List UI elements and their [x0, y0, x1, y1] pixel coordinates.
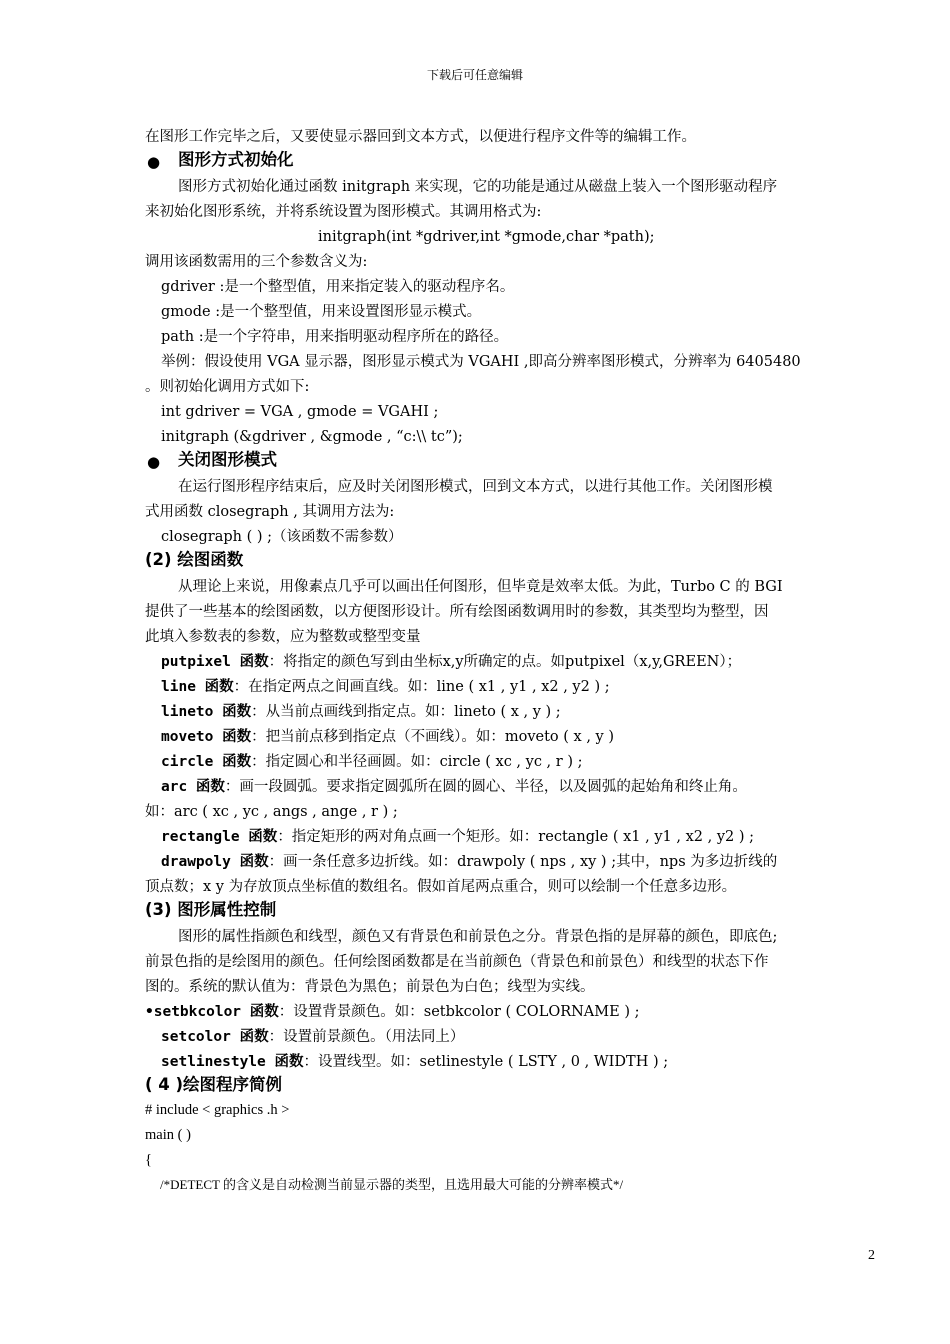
function-desc: ：设置线型。如：setlinestyle ( LSTY , 0 , WIDTH ) ; [303, 1054, 669, 1070]
function-desc: ：画一条任意多边折线。如：drawpoly ( nps , xy ) ;其中，nps 为多边折线的 [268, 854, 778, 870]
body-line: 前景色指的是绘图用的颜色。任何绘图函数都是在当前颜色（背景色和前景色）和线型的状态下作 [145, 954, 769, 970]
code-line: # include < graphics .h > [145, 1102, 290, 1118]
body-line: path :是一个字符串，用来指明驱动程序所在的路径。 [161, 329, 509, 345]
function-item [161, 653, 741, 671]
body-line: 举例：假设使用 VGA 显示器，图形显示模式为 VGAHI ,即高分辨率图形模式，分辨率为 6405480 [161, 354, 801, 370]
section-heading: (3) 图形属性控制 [145, 900, 277, 919]
page-header: 下载后可任意编辑 [426, 68, 523, 82]
section-heading: ( 4 )绘图程序简例 [145, 1075, 283, 1094]
body-line: 。则初始化调用方式如下: [145, 379, 310, 395]
body-line: 图的。系统的默认值为：背景色为黑色；前景色为白色；线型为实线。 [145, 979, 595, 995]
body-line: gdriver :是一个整型值，用来指定装入的驱动程序名。 [161, 279, 515, 295]
body-line: 式用函数 closegraph , 其调用方法为: [145, 504, 395, 520]
function-desc: ：在指定两点之间画直线。如：line ( x1 , y1 , x2 , y2 ) ; [233, 679, 610, 695]
function-desc: ：把当前点移到指定点（不画线）。如：moveto ( x , y ) [251, 729, 615, 745]
function-name: •setbkcolor 函数 [145, 1004, 279, 1020]
code-line: { [145, 1152, 152, 1168]
function-item [145, 1003, 639, 1021]
function-name: moveto 函数 [161, 729, 252, 745]
function-name: arc 函数 [161, 779, 225, 795]
function-item [161, 728, 614, 746]
function-desc: ：将指定的颜色写到由坐标x,y所确定的点。如putpixel（x,y,GREEN）； [268, 654, 742, 670]
function-item [161, 703, 561, 721]
function-item [161, 1053, 668, 1071]
function-name: circle 函数 [161, 754, 252, 770]
function-item [161, 853, 777, 871]
bullet-icon: ● [147, 153, 161, 171]
section-heading: 关闭图形模式 [178, 450, 277, 469]
function-item [161, 778, 747, 796]
function-name: rectangle 函数 [161, 829, 278, 845]
body-line: 顶点数；x y 为存放顶点坐标值的数组名。假如首尾两点重合，则可以绘制一个任意多边形。 [145, 879, 737, 895]
body-line: 如：arc ( xc , yc , angs , ange , r ) ; [145, 804, 398, 820]
function-name: drawpoly 函数 [161, 854, 269, 870]
function-desc: ：指定圆心和半径画圆。如：circle ( xc , yc , r ) ; [251, 754, 583, 770]
body-line: 此填入参数表的参数，应为整数或整型变量 [145, 629, 421, 645]
function-name: lineto 函数 [161, 704, 252, 720]
function-desc: ：设置背景颜色。如：setbkcolor ( COLORNAME ) ; [278, 1004, 640, 1020]
function-desc: ：设置前景颜色。（用法同上） [268, 1029, 465, 1045]
function-item [161, 678, 610, 696]
code-line: closegraph ( ) ;（该函数不需参数） [161, 529, 403, 545]
code-comment: /*DETECT 的含义是自动检测当前显示器的类型，且选用最大可能的分辨率模式*/ [160, 1177, 624, 1192]
code-line: initgraph (&gdriver , &gmode , “c:\\ tc”); [161, 429, 463, 445]
function-name: setcolor 函数 [161, 1029, 269, 1045]
function-desc: ：从当前点画线到指定点。如：lineto ( x , y ) ; [251, 704, 561, 720]
code-line: int gdriver = VGA , gmode = VGAHI ; [161, 404, 439, 420]
function-name: line 函数 [161, 679, 234, 695]
body-line: 从理论上来说，用像素点几乎可以画出任何图形，但毕竟是效率太低。为此，Turbo C 的 BGI [178, 579, 783, 595]
body-line: gmode :是一个整型值，用来设置图形显示模式。 [161, 304, 482, 320]
function-name: setlinestyle 函数 [161, 1054, 304, 1070]
function-item [161, 828, 754, 846]
body-line: 图形方式初始化通过函数 initgraph 来实现，它的功能是通过从磁盘上装入一个图形驱动程序 [178, 179, 778, 195]
function-item [161, 753, 582, 771]
body-line: 图形的属性指颜色和线型，颜色又有背景色和前景色之分。背景色指的是屏幕的颜色，即底色; [178, 929, 778, 945]
body-line: 来初始化图形系统，并将系统设置为图形模式。其调用格式为: [145, 204, 542, 220]
code-line: main ( ) [145, 1127, 191, 1143]
function-desc: ：指定矩形的两对角点画一个矩形。如：rectangle ( x1 , y1 , x2 , y2 ) ; [277, 829, 755, 845]
function-desc: ：画一段圆弧。要求指定圆弧所在圆的圆心、半径，以及圆弧的起始角和终止角。 [224, 779, 747, 795]
function-item [161, 1028, 464, 1046]
section-heading: 图形方式初始化 [178, 150, 294, 169]
body-line: 调用该函数需用的三个参数含义为: [145, 254, 368, 270]
body-line: 在图形工作完毕之后，又要使显示器回到文本方式，以便进行程序文件等的编辑工作。 [145, 129, 696, 145]
function-name: putpixel 函数 [161, 654, 269, 670]
body-line: 在运行图形程序结束后，应及时关闭图形模式，回到文本方式，以进行其他工作。关闭图形模 [178, 479, 773, 495]
page-number: 2 [868, 1248, 875, 1263]
bullet-icon: ● [147, 453, 161, 471]
section-heading: (2) 绘图函数 [145, 550, 244, 569]
body-line: 提供了一些基本的绘图函数，以方便图形设计。所有绘图函数调用时的参数，其类型均为整型，因 [145, 604, 769, 620]
code-line: initgraph(int *gdriver,int *gmode,char *path); [318, 229, 655, 245]
